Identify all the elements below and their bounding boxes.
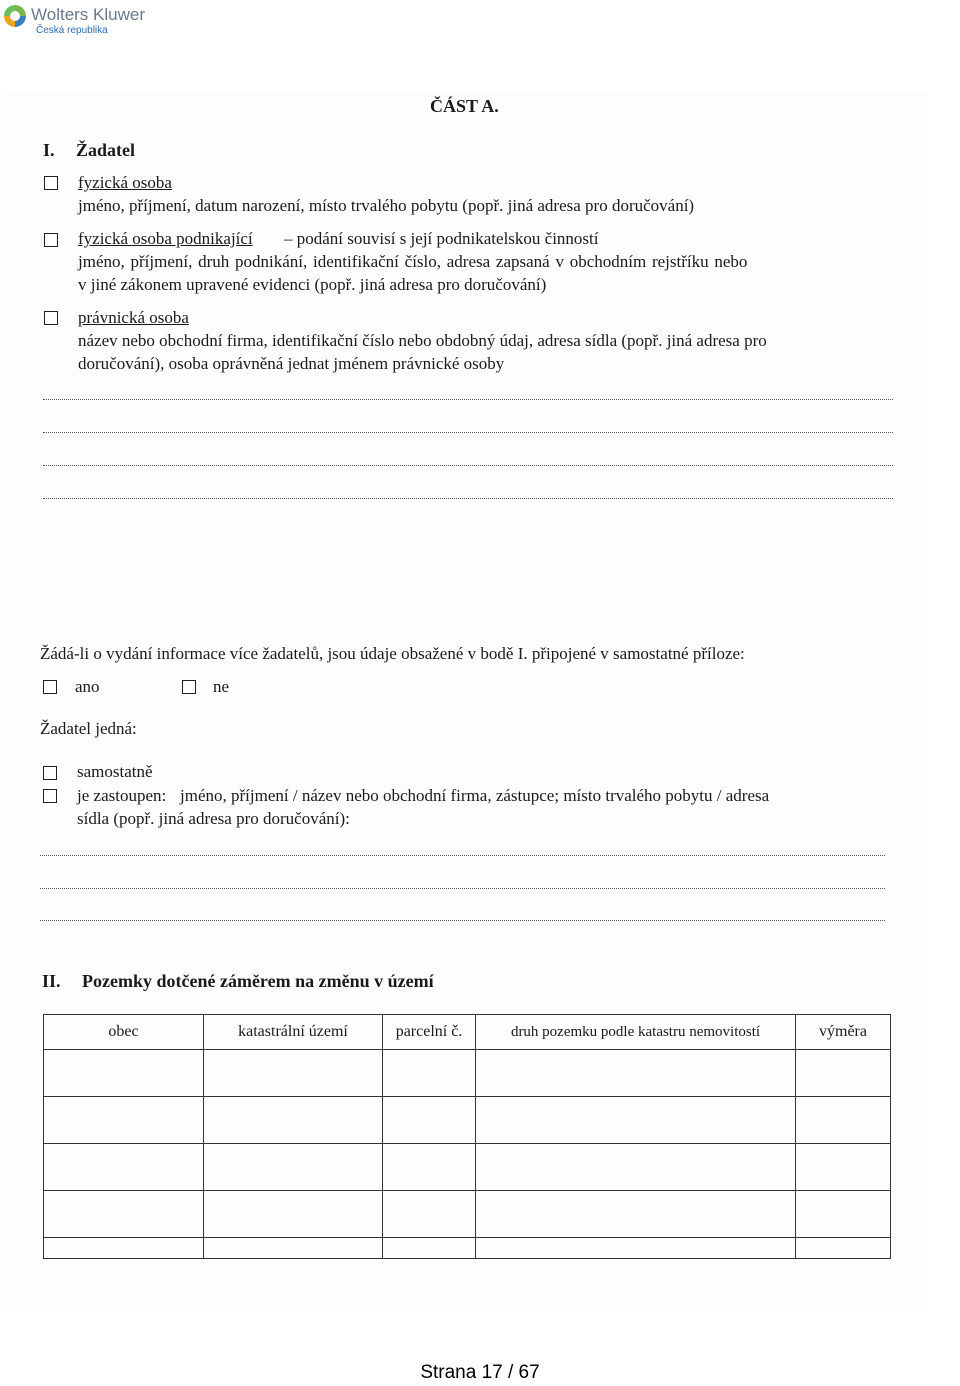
scan-bottom-edge — [0, 1305, 960, 1355]
checkbox-ano-label: ano — [75, 677, 100, 696]
table-cell[interactable] — [383, 1097, 476, 1144]
option-description-line: sídla (popř. jiná adresa pro doručování): — [77, 809, 350, 828]
fill-in-line[interactable] — [43, 465, 893, 466]
table-cell[interactable] — [204, 1191, 383, 1238]
table-cell[interactable] — [796, 1097, 891, 1144]
table-cell[interactable] — [476, 1191, 796, 1238]
option-label-fyzicka-osoba: fyzická osoba — [78, 173, 172, 192]
table-cell[interactable] — [476, 1050, 796, 1097]
table-row — [44, 1097, 891, 1144]
table-cell[interactable] — [44, 1144, 204, 1191]
table-cell[interactable] — [796, 1238, 891, 1259]
column-header-druh-pozemku: druh pozemku podle katastru nemovitostí — [476, 1015, 796, 1050]
column-header-parcelni-cislo: parcelní č. — [383, 1015, 476, 1050]
logo-brand: Wolters Kluwer — [31, 5, 145, 24]
checkbox-je-zastoupen[interactable] — [43, 789, 57, 803]
checkbox-ne[interactable] — [182, 680, 196, 694]
table-cell[interactable] — [796, 1191, 891, 1238]
fill-in-line[interactable] — [40, 888, 885, 889]
table-cell[interactable] — [476, 1097, 796, 1144]
checkbox-fyzicka-osoba[interactable] — [44, 176, 58, 190]
applicant-acts-heading: Žadatel jedná: — [40, 719, 137, 738]
option-label-suffix: – podání souvisí s její podnikatelskou činností — [284, 229, 599, 248]
table-cell[interactable] — [44, 1238, 204, 1259]
table-cell[interactable] — [796, 1050, 891, 1097]
checkbox-fyzicka-osoba-podnikajici[interactable] — [44, 233, 58, 247]
fill-in-line[interactable] — [40, 920, 885, 921]
table-row — [44, 1191, 891, 1238]
option-label-je-zastoupen: je zastoupen: — [77, 786, 167, 805]
table-cell[interactable] — [383, 1238, 476, 1259]
fill-in-line[interactable] — [40, 855, 885, 856]
multi-applicant-question: Žádá-li o vydání informace více žadatelů, jsou údaje obsažené v bodě I. připojené v samostatné příloze: — [40, 644, 745, 663]
checkbox-ano[interactable] — [43, 680, 57, 694]
checkbox-pravnicka-osoba[interactable] — [44, 311, 58, 325]
checkbox-samostatne[interactable] — [43, 766, 57, 780]
logo-mark-icon — [4, 5, 26, 27]
table-cell[interactable] — [44, 1191, 204, 1238]
option-label-fyzicka-osoba-podnikajici: fyzická osoba podnikající — [78, 229, 253, 248]
table-cell[interactable] — [476, 1238, 796, 1259]
fill-in-line[interactable] — [43, 498, 893, 499]
column-header-katastralni-uzemi: katastrální území — [204, 1015, 383, 1050]
table-row — [44, 1144, 891, 1191]
section-1-title: Žadatel — [76, 140, 136, 160]
option-description-line: jméno, příjmení, druh podnikání, identifikační číslo, adresa zapsaná v obchodním rejstříku nebo — [78, 252, 748, 271]
option-description-line: jméno, příjmení, datum narození, místo trvalého pobytu (popř. jiná adresa pro doručování) — [78, 196, 695, 215]
column-header-vymera: výměra — [796, 1015, 891, 1050]
table-header-row — [44, 1015, 891, 1050]
part-title: ČÁST A. — [430, 96, 499, 116]
section-1-number: I. — [43, 140, 55, 160]
page-number: Strana 17 / 67 — [420, 1362, 540, 1383]
checkbox-ne-label: ne — [213, 677, 230, 696]
fill-in-line[interactable] — [43, 399, 893, 400]
option-description-line: doručování), osoba oprávněná jednat jménem právnické osoby — [78, 354, 505, 373]
option-label-pravnicka-osoba: právnická osoba — [78, 308, 189, 327]
logo-subtitle: Česká republika — [36, 25, 108, 36]
table-cell[interactable] — [44, 1050, 204, 1097]
table-cell[interactable] — [204, 1144, 383, 1191]
table-cell[interactable] — [383, 1144, 476, 1191]
table-cell[interactable] — [44, 1097, 204, 1144]
table-cell[interactable] — [476, 1144, 796, 1191]
section-2-title: Pozemky dotčené záměrem na změnu v území — [82, 971, 434, 991]
table-row — [44, 1238, 891, 1259]
table-cell[interactable] — [204, 1050, 383, 1097]
column-header-obec: obec — [44, 1015, 204, 1050]
table-cell[interactable] — [204, 1097, 383, 1144]
table-cell[interactable] — [383, 1050, 476, 1097]
table-row — [44, 1050, 891, 1097]
table-cell[interactable] — [204, 1238, 383, 1259]
table-cell[interactable] — [383, 1191, 476, 1238]
option-description-line: jméno, příjmení / název nebo obchodní firma, zástupce; místo trvalého pobytu / adresa — [180, 786, 770, 805]
section-2-number: II. — [42, 971, 61, 991]
option-label-samostatne: samostatně — [77, 762, 153, 781]
wolters-kluwer-logo — [4, 3, 154, 37]
fill-in-line[interactable] — [43, 432, 893, 433]
option-description-line: v jiné zákonem upravené evidenci (popř. jiná adresa pro doručování) — [78, 275, 547, 294]
option-description-line: název nebo obchodní firma, identifikační číslo nebo obdobný údaj, adresa sídla (popř. jiná adresa pro — [78, 331, 767, 350]
table-cell[interactable] — [796, 1144, 891, 1191]
land-parcels-table — [43, 1014, 891, 1259]
